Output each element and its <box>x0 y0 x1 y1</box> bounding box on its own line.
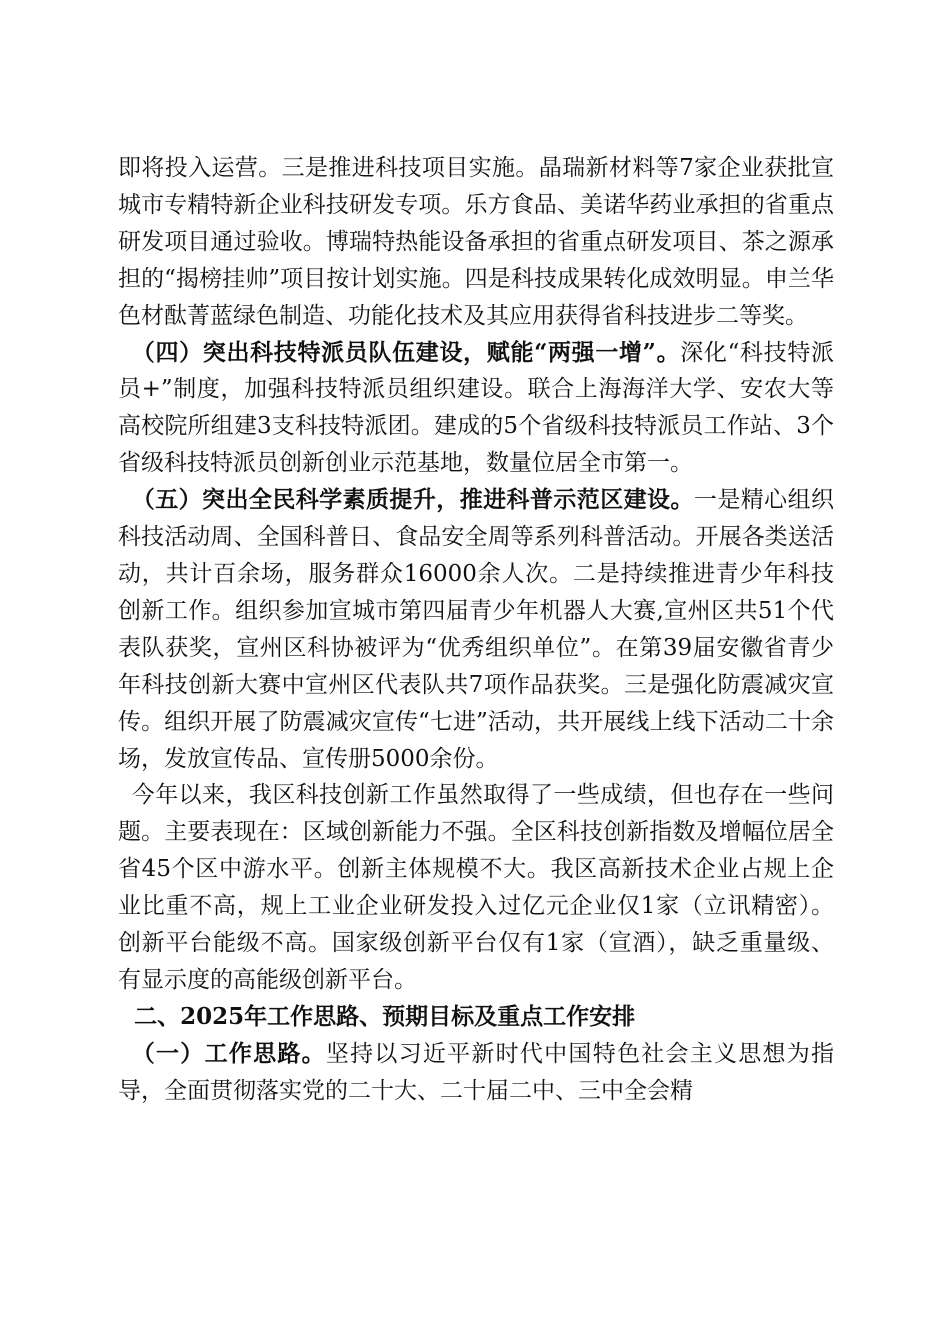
paragraph-lead: （五）突出全民科学素质提升，推进科普示范区建设。 <box>131 486 694 514</box>
paragraph-text: 一是精心组织科技活动周、全国科普日、食品安全周等系列科普活动。开展各类送活动，共计百余场，服务群众16000余人次。二是持续推进青少年科技创新工作。组织参加宣城市第四届青少年机器人大赛,宣州区共51个代表队获奖，宣州区科协被评为“优秀组织单位”。在第39届安徽省青少年科技创新大赛中宣州区代表队共7项作品获奖。三是强化防震减灾宣传。组织开展了防震减灾宣传“七进”活动，共开展线上线下活动二十余场，发放宣传品、宣传册5000余份。 <box>118 487 835 772</box>
paragraph-problems <box>118 777 834 998</box>
paragraph-lead: （四）突出科技特派员队伍建设，赋能“两强一增”。 <box>131 338 681 366</box>
section-heading: 二、2025年工作思路、预期目标及重点工作安排 <box>134 1002 636 1030</box>
paragraph-text: 深化“科技特派员+”制度，加强科技特派员组织建设。联合上海海洋大学、安农大等高校院所组建3支科技特派团。建成的5个省级科技特派员工作站、3个省级科技特派员创新创业示范基地，数量位居全市第一。 <box>118 339 834 477</box>
document-page <box>118 150 834 1110</box>
paragraph-tech-commissioners <box>118 335 834 483</box>
paragraph-tech-projects <box>118 150 834 335</box>
paragraph-science-literacy <box>118 482 834 777</box>
paragraph-text: 今年以来，我区科技创新工作虽然取得了一些成绩，但也存在一些问题。主要表现在：区域创新能力不强。全区科技创新指数及增幅位居全省45个区中游水平。创新主体规模不大。我区高新技术企业占规上企业比重不高，规上工业企业研发投入过亿元企业仅1家（立讯精密）。创新平台能级不高。国家级创新平台仅有1家（宣酒），缺乏重量级、有显示度的高能级创新平台。 <box>118 782 834 993</box>
paragraph-text: 坚持以习近平新时代中国特色社会主义思想为指导，全面贯彻落实党的二十大、二十届二中、三中全会精 <box>118 1040 835 1104</box>
paragraph-text: 即将投入运营。三是推进科技项目实施。晶瑞新材料等7家企业获批宣城市专精特新企业科技研发专项。乐方食品、美诺华药业承担的省重点研发项目通过验收。博瑞特热能设备承担的省重点研发项目、茶之源承担的“揭榜挂帅”项目按计划实施。四是科技成果转化成效明显。申兰华色材酞菁蓝绿色制造、功能化技术及其应用获得省科技进步二等奖。 <box>118 155 834 329</box>
paragraph-work-ideas <box>118 1036 834 1110</box>
paragraph-lead: （一）工作思路。 <box>131 1039 326 1067</box>
